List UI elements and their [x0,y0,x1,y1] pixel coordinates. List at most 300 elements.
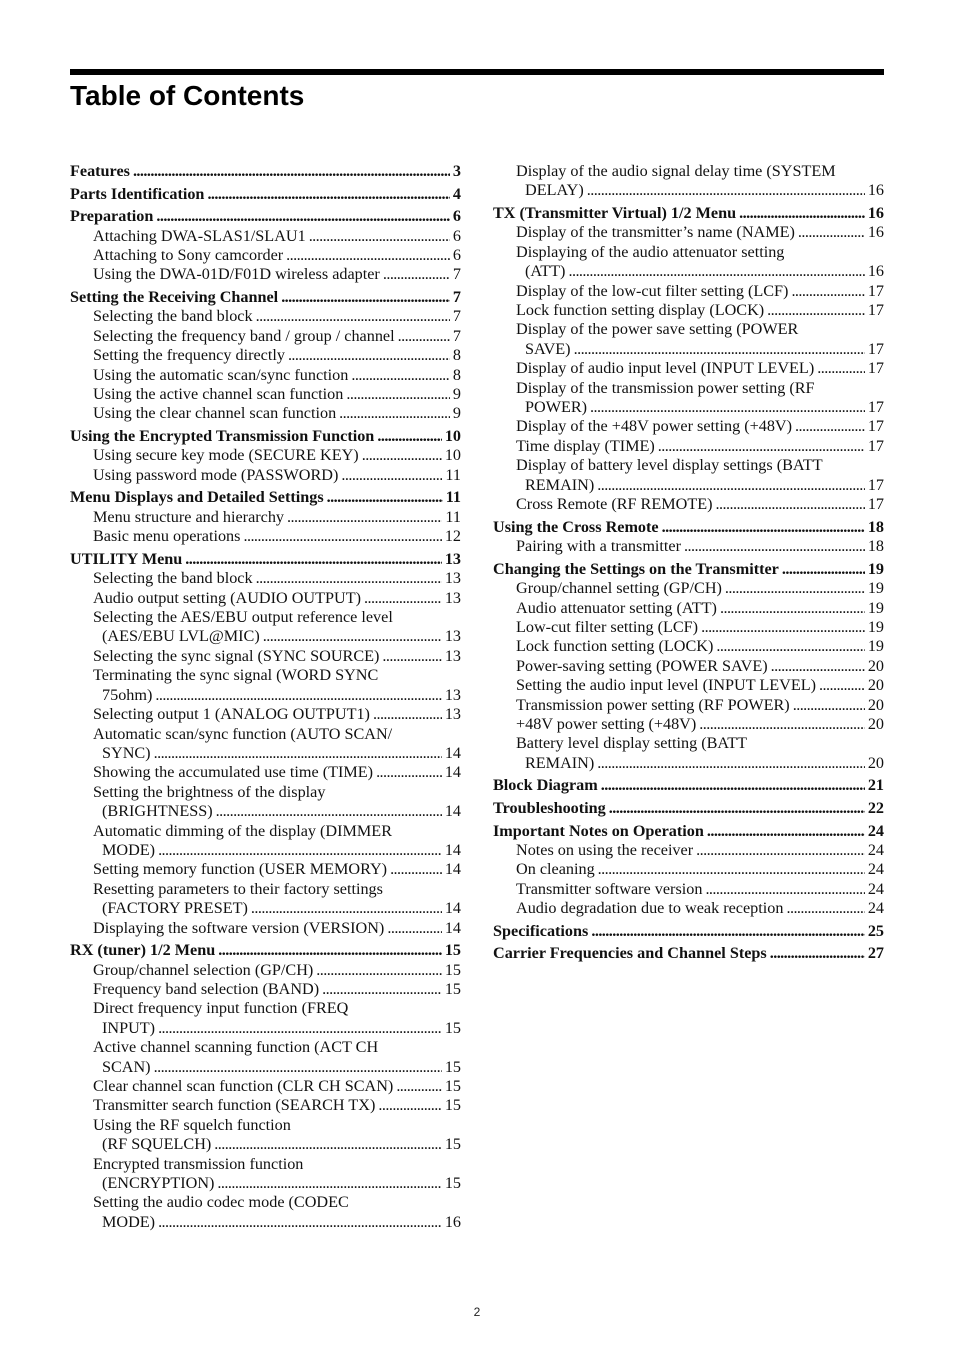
toc-page-number: 14 [444,860,461,879]
toc-entry-title: DELAY) [525,181,584,200]
toc-page-number: 14 [444,802,461,821]
toc-entry-line [493,944,884,963]
toc-entry-line [93,346,461,365]
toc-entry-title: Power-saving setting (POWER SAVE) [516,656,768,675]
dot-leader [263,627,442,646]
toc-page-number: 17 [867,281,884,300]
toc-entry-line [516,223,884,242]
dot-leader [591,922,864,941]
toc-entry-line [93,999,461,1018]
toc-entry-line [93,327,461,346]
dot-leader [598,860,865,879]
toc-entry-title: Display of the transmitter’s name (NAME) [516,223,795,242]
toc-subsection-entry[interactable] [70,346,461,365]
toc-subsection-entry[interactable] [70,725,461,764]
toc-page-number: 24 [867,821,884,840]
toc-entry-title: TX (Transmitter Virtual) 1/2 Menu [493,204,737,222]
toc-entry-title: Using the DWA-01D/F01D wireless adapter [93,265,380,284]
toc-section-entry[interactable] [493,944,884,963]
toc-subsection-entry[interactable] [70,385,461,404]
toc-entry-line [93,589,461,608]
toc-entry-title: Using password mode (PASSWORD) [93,465,339,484]
dot-leader [251,899,442,918]
toc-entry-title: Display of the low-cut filter setting (LCF) [516,281,789,300]
toc-page-number: 15 [444,941,461,960]
toc-entry-title: REMAIN) [525,753,595,772]
dot-leader [725,579,865,598]
toc-subsection-entry[interactable] [70,1096,461,1115]
toc-entry-line [93,608,461,627]
toc-entry-title: Displaying the software version (VERSION) [93,918,385,937]
toc-entry-line [93,783,461,802]
toc-subsection-entry[interactable] [70,527,461,546]
toc-subsection-entry[interactable] [70,246,461,265]
toc-section-entry[interactable] [70,288,461,307]
toc-section-entry[interactable] [70,941,461,960]
toc-page-number: 16 [867,262,884,281]
header-rule [70,69,884,75]
toc-entry-line [93,1213,461,1232]
toc-entry-title: SAVE) [525,339,571,358]
toc-entry-line [93,627,461,646]
toc-entry-title: Specifications [493,921,589,940]
toc-subsection-entry[interactable] [70,919,461,938]
toc-entry-line [93,1135,461,1154]
toc-subsection-entry[interactable] [493,637,884,656]
toc-subsection-entry[interactable] [493,880,884,899]
toc-subsection-entry[interactable] [493,715,884,734]
toc-entry-title: SYNC) [102,743,151,762]
toc-entry-title: Display of audio input level (INPUT LEVEL) [516,359,815,378]
toc-entry-title: Setting the brightness of the display [93,782,326,801]
toc-page-number: 17 [867,417,884,436]
toc-entry-line [93,686,461,705]
toc-entry-line [516,676,884,695]
toc-subsection-entry[interactable] [70,608,461,647]
toc-subsection-entry[interactable] [70,366,461,385]
toc-entry-title: Using secure key mode (SECURE KEY) [93,446,359,465]
toc-page-number: 13 [444,588,461,607]
dot-leader [362,446,442,465]
toc-subsection-entry[interactable] [493,734,884,773]
toc-subsection-entry[interactable] [70,1077,461,1096]
toc-entry-title: MODE) [102,840,156,859]
toc-subsection-entry[interactable] [493,841,884,860]
toc-page-number: 14 [444,918,461,937]
toc-entry-title: +48V power setting (+48V) [516,714,697,733]
toc-page-number: 19 [867,617,884,636]
toc-entry-line [93,307,461,326]
toc-page-number: 17 [867,495,884,514]
toc-page-number: 24 [867,860,884,879]
toc-entry-line [516,734,884,753]
toc-section-entry[interactable] [493,518,884,537]
toc-subsection-entry[interactable] [70,569,461,588]
toc-subsection-entry[interactable] [493,696,884,715]
toc-entry-line [516,715,884,734]
dot-leader [597,754,865,773]
toc-entry-line [93,446,461,465]
toc-right-column [493,162,884,964]
toc-page-number: 15 [444,1135,461,1154]
toc-entry-title: Attaching DWA-SLAS1/SLAU1 [93,226,306,245]
toc-section-entry[interactable] [70,488,461,507]
toc-subsection-entry[interactable] [493,320,884,359]
toc-page-number: 19 [867,579,884,598]
toc-section-entry[interactable] [70,162,461,181]
toc-page-number: 13 [444,569,461,588]
toc-subsection-entry[interactable] [493,599,884,618]
toc-entry-line [70,550,461,569]
toc-section-entry[interactable] [493,799,884,818]
toc-section-entry[interactable] [70,427,461,446]
toc-page-number: 16 [867,204,884,222]
toc-page-number: 14 [444,743,461,762]
toc-subsection-entry[interactable] [493,162,884,201]
toc-page-number: 15 [444,1057,461,1076]
toc-entry-line [93,880,461,899]
toc-page-number: 17 [867,359,884,378]
toc-subsection-entry[interactable] [70,860,461,879]
dot-leader [609,799,865,818]
toc-entry-title: Battery level display setting (BATT [516,734,748,753]
toc-page-number: 19 [867,559,884,578]
toc-entry-line [93,265,461,284]
toc-entry-title: Low-cut filter setting (LCF) [516,617,699,636]
toc-entry-title: Using the RF squelch function [93,1115,291,1134]
toc-page-number: 14 [444,899,461,918]
toc-section-entry[interactable] [493,822,884,841]
toc-entry-line [516,637,884,656]
dot-leader [322,980,442,999]
toc-entry-title: Selecting the sync signal (SYNC SOURCE) [93,646,380,665]
dot-leader [684,537,865,556]
toc-entry-line [516,495,884,514]
toc-subsection-entry[interactable] [493,899,884,918]
toc-entry-title: Setting the audio codec mode (CODEC [93,1193,349,1212]
toc-subsection-entry[interactable] [493,437,884,456]
toc-subsection-entry[interactable] [70,822,461,861]
toc-entry-line [93,1116,461,1135]
dot-leader [574,340,865,359]
toc-entry-title: Direct frequency input function (FREQ [93,999,349,1018]
toc-entry-title: Carrier Frequencies and Channel Steps [493,944,767,963]
toc-page-number: 6 [452,226,461,245]
toc-entry-title: Time display (TIME) [516,436,655,455]
dot-leader [158,1019,442,1038]
toc-subsection-entry[interactable] [493,657,884,676]
toc-page-number: 19 [867,598,884,617]
toc-entry-line [516,340,884,359]
dot-leader [590,398,865,417]
dot-leader [699,715,865,734]
toc-entry-title: Display of the +48V power setting (+48V) [516,417,793,436]
toc-page-number: 17 [867,475,884,494]
toc-entry-line [70,941,461,960]
toc-entry-line [516,181,884,200]
dot-leader [701,618,865,637]
toc-subsection-entry[interactable] [70,327,461,346]
toc-entry-title: Menu Displays and Detailed Settings [70,488,324,507]
toc-entry-line [93,1174,461,1193]
toc-entry-line [516,754,884,773]
toc-subsection-entry[interactable] [493,537,884,556]
toc-entry-line [70,207,461,226]
dot-leader [155,686,441,705]
toc-section-entry[interactable] [70,207,461,226]
toc-page-number: 13 [444,705,461,724]
toc-entry-title: Basic menu operations [93,527,241,546]
dot-leader [791,282,864,301]
toc-page-number: 7 [452,288,461,306]
toc-entry-title: Setting the audio input level (INPUT LEVEL) [516,676,817,695]
toc-entry-title: Terminating the sync signal (WORD SYNC [93,666,379,685]
toc-subsection-entry[interactable] [70,1155,461,1194]
toc-subsection-entry[interactable] [70,705,461,724]
toc-subsection-entry[interactable] [493,243,884,282]
dot-leader [154,1058,442,1077]
dot-leader [158,841,442,860]
toc-entry-line [93,705,461,724]
toc-page-number: 16 [867,223,884,242]
dot-leader [387,919,441,938]
toc-page-number: 20 [867,676,884,695]
toc-entry-line [516,417,884,436]
toc-page-number: 15 [444,1018,461,1037]
toc-subsection-entry[interactable] [70,783,461,822]
toc-entry-line [516,657,884,676]
dot-leader [739,204,865,223]
toc-page-number: 16 [444,1212,461,1231]
toc-section-entry[interactable] [493,922,884,941]
toc-subsection-entry[interactable] [70,880,461,919]
dot-leader [587,181,865,200]
toc-subsection-entry[interactable] [493,495,884,514]
toc-entry-line [516,618,884,637]
toc-entry-line [93,508,461,527]
toc-page-number: 17 [867,339,884,358]
toc-entry-line [93,1155,461,1174]
toc-entry-title: On cleaning [516,860,595,879]
toc-entry-line [70,488,461,507]
toc-entry-line [516,359,884,378]
toc-entry-title: Group/channel selection (GP/CH) [93,960,314,979]
toc-entry-title: Block Diagram [493,776,598,795]
toc-subsection-entry[interactable] [493,618,884,637]
toc-entry-title: Selecting the AES/EBU output reference level [93,608,393,627]
toc-entry-title: 75ohm) [102,685,153,704]
toc-entry-title: Automatic scan/sync function (AUTO SCAN/ [93,724,393,743]
toc-entry-line [93,385,461,404]
toc-subsection-entry[interactable] [493,456,884,495]
toc-entry-line [70,288,461,307]
dot-leader [288,346,450,365]
dot-leader [309,227,450,246]
toc-subsection-entry[interactable] [493,860,884,879]
toc-entry-title: RX (tuner) 1/2 Menu [70,941,216,960]
toc-entry-line [93,1058,461,1077]
toc-section-entry[interactable] [70,185,461,204]
toc-entry-line [516,162,884,181]
toc-subsection-entry[interactable] [70,763,461,782]
dot-leader [158,1213,442,1232]
toc-subsection-entry[interactable] [70,1193,461,1232]
toc-subsection-entry[interactable] [70,647,461,666]
toc-subsection-entry[interactable] [70,265,461,284]
dot-leader [256,569,442,588]
toc-subsection-entry[interactable] [70,589,461,608]
toc-entry-title: Using the automatic scan/sync function [93,365,349,384]
dot-leader [705,880,864,899]
toc-subsection-entry[interactable] [70,307,461,326]
toc-subsection-entry[interactable] [493,417,884,436]
toc-subsection-entry[interactable] [493,379,884,418]
toc-entry-title: Notes on using the receiver [516,840,694,859]
toc-entry-title: Setting the Receiving Channel [70,288,279,306]
toc-entry-line [516,262,884,281]
toc-page-number: 13 [444,549,461,568]
toc-page-number: 15 [444,1077,461,1095]
toc-entry-line [516,282,884,301]
toc-entry-line [70,427,461,446]
toc-entry-line [93,227,461,246]
toc-page-number: 9 [452,404,461,423]
toc-subsection-entry[interactable] [70,227,461,246]
toc-subsection-entry[interactable] [493,359,884,378]
toc-subsection-entry[interactable] [493,301,884,320]
toc-entry-title: Lock function setting display (LOCK) [516,301,765,320]
toc-page-number: 11 [445,465,461,484]
toc-entry-line [516,243,884,262]
dot-leader [341,466,442,485]
toc-subsection-entry[interactable] [70,999,461,1038]
dot-leader [373,705,442,724]
toc-section-entry[interactable] [493,776,884,795]
toc-page-number: 15 [444,979,461,998]
toc-page-number: 16 [867,181,884,200]
toc-entry-line [516,899,884,918]
toc-entry-line [493,776,884,795]
toc-subsection-entry[interactable] [70,446,461,465]
toc-entry-title: MODE) [102,1212,156,1231]
dot-leader [156,207,450,226]
toc-page-number: 19 [867,637,884,656]
toc-entry-title: Active channel scanning function (ACT CH [93,1038,379,1057]
toc-subsection-entry[interactable] [70,1038,461,1077]
toc-page-number: 7 [452,307,461,326]
dot-leader [786,899,864,918]
toc-entry-title: Setting the frequency directly [93,346,285,365]
toc-page-number: 10 [444,446,461,465]
dot-leader [316,961,442,980]
toc-entry-title: Selecting the band block [93,307,253,326]
dot-leader [398,327,450,346]
toc-entry-title: REMAIN) [525,475,595,494]
dot-leader [287,508,442,527]
dot-leader [396,1077,442,1096]
toc-entry-line [516,320,884,339]
toc-entry-title: Encrypted transmission function [93,1154,304,1173]
dot-leader [346,385,450,404]
toc-entry-line [516,696,884,715]
toc-subsection-entry[interactable] [70,961,461,980]
dot-leader [770,944,865,963]
toc-entry-line [516,860,884,879]
dot-leader [707,822,865,841]
toc-entry-title: Parts Identification [70,184,205,203]
toc-entry-line [93,527,461,546]
toc-entry-line [93,1193,461,1212]
toc-entry-title: Changing the Settings on the Transmitter [493,559,779,578]
toc-section-entry[interactable] [70,550,461,569]
toc-page-number: 6 [452,246,461,264]
toc-entry-title: (FACTORY PRESET) [102,899,248,918]
toc-subsection-entry[interactable] [493,676,884,695]
toc-entry-title: Display of the transmission power setting (RF [516,378,815,397]
dot-leader [281,288,450,307]
toc-subsection-entry[interactable] [70,466,461,485]
dot-leader [216,802,442,821]
dot-leader [377,427,441,446]
toc-page-number: 8 [452,365,461,384]
toc-entry-title: Transmitter search function (SEARCH TX) [93,1096,376,1115]
toc-page-number: 9 [452,385,461,404]
toc-entry-line [493,518,884,537]
toc-page-number: 25 [867,921,884,940]
toc-entry-title: Selecting the band block [93,569,253,588]
toc-page-number: 20 [867,695,884,714]
toc-section-entry[interactable] [493,204,884,223]
toc-entry-line [93,466,461,485]
toc-page-number: 15 [444,1174,461,1193]
dot-leader [154,744,442,763]
toc-entry-title: Transmission power setting (RF POWER) [516,695,790,714]
toc-page-number: 24 [867,840,884,859]
toc-page-number: 12 [444,527,461,546]
toc-subsection-entry[interactable] [70,1116,461,1155]
toc-entry-title: Displaying of the audio attenuator setting [516,242,785,261]
toc-subsection-entry[interactable] [70,666,461,705]
toc-section-entry[interactable] [493,560,884,579]
toc-entry-title: Troubleshooting [493,798,606,817]
toc-entry-line [93,666,461,685]
toc-page-number: 18 [867,537,884,556]
dot-leader [339,404,450,423]
dot-leader [217,1174,441,1193]
toc-entry-title: Audio degradation due to weak reception [516,899,784,918]
dot-leader [696,841,865,860]
dot-leader [133,162,450,181]
toc-page-number: 21 [867,776,884,795]
toc-subsection-entry[interactable] [493,282,884,301]
toc-entry-line [70,185,461,204]
toc-entry-line [516,579,884,598]
dot-leader [817,359,865,378]
toc-page-number: 17 [867,398,884,417]
toc-entry-line [493,922,884,941]
toc-left-column [70,162,461,1232]
toc-page-number: 27 [867,944,884,963]
toc-page-number: 13 [444,627,461,646]
toc-subsection-entry[interactable] [70,508,461,527]
toc-entry-line [93,569,461,588]
toc-subsection-entry[interactable] [70,404,461,423]
toc-subsection-entry[interactable] [493,223,884,242]
toc-subsection-entry[interactable] [493,579,884,598]
dot-leader [771,657,865,676]
toc-subsection-entry[interactable] [70,980,461,999]
toc-entry-title: INPUT) [102,1018,156,1037]
